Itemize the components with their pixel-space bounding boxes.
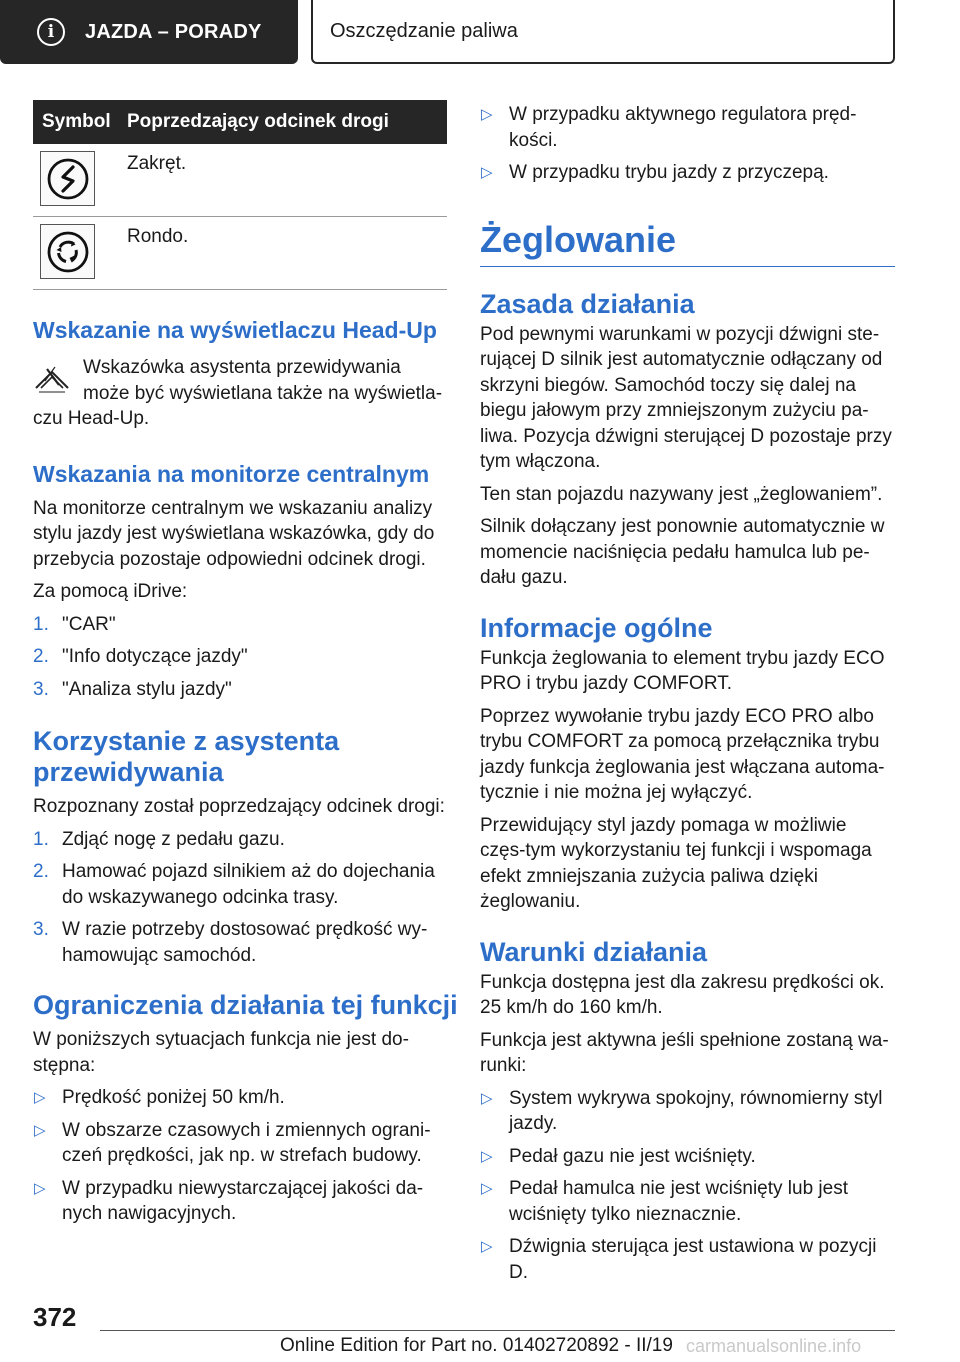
table-header-segment: Poprzedzający odcinek drogi	[121, 100, 447, 144]
list-item: ▷ W przypadku niewystarczającej jakości da-nych nawigacyjnych.	[34, 1177, 424, 1224]
list-item: ▷ System wykrywa spokojny, równomierny styl jazdy.	[481, 1087, 883, 1134]
conditions-heading: Warunki działania	[480, 936, 708, 967]
central-steps	[33, 612, 447, 703]
conditions-list	[480, 1086, 895, 1286]
info-icon: i	[37, 18, 65, 46]
conditions-p2: Funkcja jest aktywna jeśli spełnione zostaną wa-runki:	[480, 1029, 889, 1076]
list-item: ▷ W przypadku trybu jazdy z przyczepą.	[481, 162, 829, 183]
list-item: 3. "Analiza stylu jazdy"	[33, 678, 232, 700]
use-heading: Korzystanie z asystenta przewidywania	[33, 726, 340, 787]
general-heading: Informacje ogólne	[480, 612, 713, 643]
principle-p2: Ten stan pojazdu nazywany jest „żeglowaniem”.	[480, 483, 883, 505]
page-number: 372	[33, 1302, 77, 1332]
table-row	[33, 217, 447, 290]
list-item: ▷ Pedał gazu nie jest wciśnięty.	[481, 1145, 756, 1167]
list-item: ▷ W przypadku aktywnego regulatora pręd-kości.	[481, 104, 857, 151]
hud-line-1: Wskazówka asystenta przewidywania	[83, 357, 401, 378]
roundabout-icon	[40, 224, 95, 279]
principle-p3: Silnik dołączany jest ponownie automatycznie w momencie naciśnięcia pedału hamulca lub pe-dału gazu.	[480, 516, 885, 588]
idrive-intro: Za pomocą iDrive:	[33, 581, 188, 602]
table-header-symbol: Symbol	[33, 100, 121, 144]
list-item: 1. Zdjąć nogę z pedału gazu.	[33, 828, 285, 850]
page-header	[0, 0, 960, 66]
use-steps	[33, 827, 447, 969]
footer-divider	[100, 1330, 895, 1331]
conditions-p1: Funkcja dostępna jest dla zakresu prędkości ok. 25 km/h do 160 km/h.	[480, 971, 885, 1018]
hud-heading: Wskazanie na wyświetlaczu Head-Up	[33, 317, 437, 343]
footer-watermark: carmanualsonline.info	[686, 1336, 862, 1356]
section-tab[interactable]	[0, 0, 298, 64]
limits-list	[33, 1085, 447, 1227]
general-p1: Funkcja żeglowania to element trybu jazdy ECO PRO i trybu jazdy COMFORT.	[480, 647, 885, 694]
row-label: Rondo.	[121, 217, 447, 290]
list-item: 3. W razie potrzeby dostosować prędkość wy-hamowując samochód.	[33, 919, 428, 966]
limits-heading: Ograniczenia działania tej funkcji	[33, 990, 458, 1020]
page-topic: Oszczędzanie paliwa	[330, 19, 518, 42]
central-heading: Wskazania na monitorze centralnym	[33, 460, 430, 487]
curve-road-icon	[40, 151, 95, 206]
sailing-title-block	[480, 219, 895, 267]
section-label: JAZDA – PORADY	[85, 20, 262, 43]
topic-box	[311, 0, 895, 64]
sailing-title: Żeglowanie	[480, 218, 677, 260]
central-body: Na monitorze centralnym we wskazaniu analizy stylu jazdy jest wyświetlana wskazówka, gdy do przebycia pozostaje odpowiedni odcinek drogi.	[33, 497, 435, 570]
limits-intro: W poniższych sytuacjach funkcja nie jest do-stępna:	[33, 1029, 409, 1076]
general-p3: Przewidujący styl jazdy pomaga w możliwie częs-tym wykorzystaniu tej funkcji i wspomaga efekt zmniejszania zużycia paliwa dzięki żeglowaniu.	[480, 814, 872, 912]
list-item: ▷ Dźwignia sterująca jest ustawiona w pozycji D.	[481, 1236, 877, 1283]
symbol-table	[33, 100, 447, 290]
road-hint-icon	[33, 359, 71, 397]
general-p2: Poprzez wywołanie trybu jazdy ECO PRO albo trybu COMFORT za pomocą przełącznika trybu jazdy funkcja żeglowania jest włączana automa-tycznie i nie można jej wyłączyć.	[480, 705, 885, 803]
hud-line-2: może być wyświetlana także na wyświetla-	[83, 382, 443, 404]
row-label: Zakręt.	[121, 144, 447, 217]
use-intro: Rozpoznany został poprzedzający odcinek drogi:	[33, 796, 445, 817]
footer-edition: Online Edition for Part no. 01402720892 - II/19	[280, 1335, 673, 1356]
principle-p1: Pod pewnymi warunkami w pozycji dźwigni ste-rującej D silnik jest automatycznie odłączany od skrzyni biegów. Samochód toczy się dalej na biegu jałowym przy zmniejszonym zużyciu pa-liwa. Pozycja dźwigni sterującej D pozostaje przy tym włączona.	[480, 323, 892, 472]
left-column	[33, 100, 458, 1227]
list-item: 2. "Info dotyczące jazdy"	[33, 646, 248, 667]
list-item: ▷ Prędkość poniżej 50 km/h.	[34, 1087, 285, 1108]
hud-block	[33, 355, 447, 432]
list-item: 1. "CAR"	[33, 613, 116, 635]
right-column	[480, 102, 895, 1285]
list-item: ▷ Pedał hamulca nie jest wciśnięty lub jest wciśnięty tylko nieznacznie.	[481, 1178, 849, 1225]
table-row	[33, 144, 447, 217]
list-item: ▷ W obszarze czasowych i zmiennych ograni-czeń prędkości, jak np. w strefach budowy.	[34, 1119, 431, 1166]
list-item: 2. Hamować pojazd silnikiem aż do dojechania do wskazywanego odcinka trasy.	[33, 861, 435, 908]
principle-heading: Zasada działania	[480, 288, 695, 319]
hud-line-3: czu Head-Up.	[33, 408, 150, 429]
limits-list-continued	[480, 102, 895, 186]
